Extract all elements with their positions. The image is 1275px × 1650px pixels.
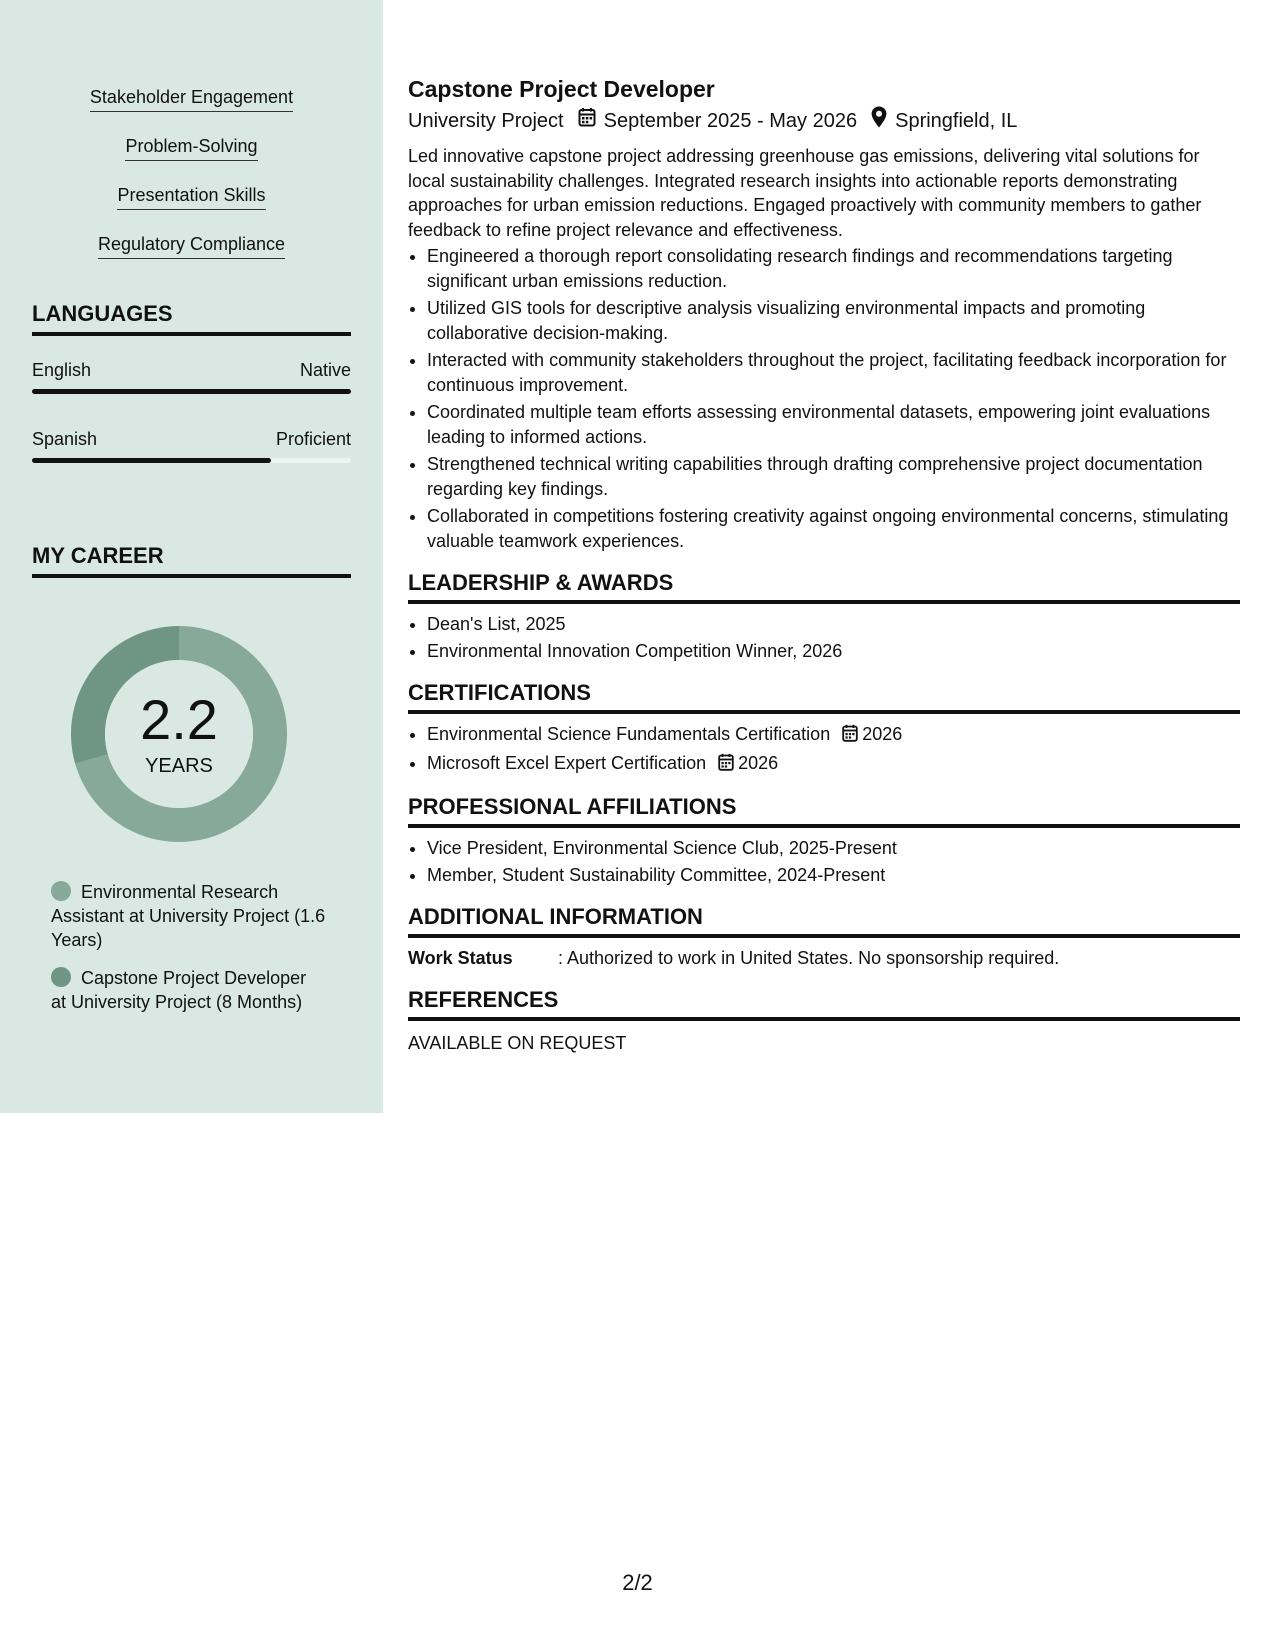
affiliations-heading: PROFESSIONAL AFFILIATIONS [408,793,1240,828]
additional-info-heading: ADDITIONAL INFORMATION [408,903,1240,938]
leadership-item: • Environmental Innovation Competition Winner, 2026 [427,639,1240,663]
job-bullets [408,244,1240,553]
location-pin-icon [871,106,887,136]
language-level: Native [299,360,351,380]
job-location: Springfield, IL [895,110,1018,132]
certification-name: Microsoft Excel Expert Certification [427,753,707,773]
leadership-list [408,612,1240,663]
certification-name: Environmental Science Fundamentals Certification [427,724,831,744]
job-title: Capstone Project Developer [408,76,715,102]
job-bullet: • Strengthened technical writing capabilities through drafting comprehensive project documentation regarding key findings. [427,452,1240,501]
job-org: University Project [408,110,564,132]
legend-label: Capstone Project Developer at University Project (8 Months) [51,968,307,1012]
languages-heading: LANGUAGES [32,300,351,336]
skill-item [0,233,383,259]
work-status-label: Work Status [408,948,513,968]
career-legend-item [51,880,326,952]
skill-label: Regulatory Compliance [98,233,285,259]
language-row-spanish [32,428,351,450]
affiliation-item: • Member, Student Sustainability Committee, 2024-Present [427,863,1240,887]
certifications-heading: CERTIFICATIONS [408,679,1240,714]
language-level: Proficient [275,429,351,449]
skill-item [0,86,383,112]
language-bar-english [32,389,351,394]
career-donut-chart [66,621,292,847]
legend-label: Environmental Research Assistant at University Project (1.6 Years) [51,882,326,950]
job-bullet: • Interacted with community stakeholders throughout the project, facilitating feedback incorporation for continuous improvement. [427,348,1240,397]
career-total-unit: YEARS [145,755,213,777]
skills-list [0,86,383,282]
certification-item [427,751,1240,777]
skill-item [0,184,383,210]
certification-year: 2026 [862,724,903,744]
certification-year: 2026 [738,753,779,773]
career-heading: MY CAREER [32,542,351,578]
job-bullet: • Collaborated in competitions fostering creativity against ongoing environmental concerns, stimulating valuable teamwork experiences. [427,504,1240,553]
certifications-list [408,722,1240,777]
job-description: Led innovative capstone project addressing greenhouse gas emissions, delivering vital solutions for local sustainability challenges. Integrated research insights into actionable reports demonstrating approaches for urban emission reductions. Engaged proactively with community members to gather feedback to refine project relevance and effectiveness. [408,146,1202,240]
skill-label: Stakeholder Engagement [90,86,293,112]
job-bullet: • Engineered a thorough report consolidating research findings and recommendations targeting significant urban emissions reduction. [427,244,1240,293]
affiliation-item: • Vice President, Environmental Science Club, 2025-Present [427,836,1240,860]
job-dates: September 2025 - May 2026 [603,110,858,132]
job-bullet: • Coordinated multiple team efforts assessing environmental datasets, empowering joint evaluations leading to informed actions. [427,400,1240,449]
job-bullet: • Utilized GIS tools for descriptive analysis visualizing environmental impacts and promoting collaborative decision-making. [427,296,1240,345]
calendar-icon [718,753,734,777]
skill-item [0,135,383,161]
language-bar-fill [32,389,351,394]
language-bar-fill [32,458,271,463]
main-content [408,74,1240,1055]
page-number: 2/2 [622,1570,653,1595]
career-total-value: 2.2 [140,688,218,751]
certification-item [427,722,1240,748]
skill-label: Presentation Skills [117,184,265,210]
work-status-row [408,946,1240,970]
references-text: AVAILABLE ON REQUEST [408,1033,627,1053]
sidebar [0,0,383,1113]
calendar-icon [578,107,596,135]
references-heading: REFERENCES [408,986,1240,1021]
language-row-english [32,359,351,381]
leadership-item: • Dean's List, 2025 [427,612,1240,636]
skill-label: Problem-Solving [125,135,257,161]
leadership-heading: LEADERSHIP & AWARDS [408,569,1240,604]
calendar-icon [842,724,858,748]
language-bar-spanish [32,458,351,463]
legend-dot-icon [51,881,71,901]
job-meta [408,106,1240,136]
career-legend-item [51,966,326,1014]
donut-center [66,621,292,847]
affiliations-list [408,836,1240,887]
legend-dot-icon [51,967,71,987]
language-name: Spanish [32,429,98,449]
language-name: English [32,360,92,380]
work-status-value: : Authorized to work in United States. No sponsorship required. [558,948,1060,968]
